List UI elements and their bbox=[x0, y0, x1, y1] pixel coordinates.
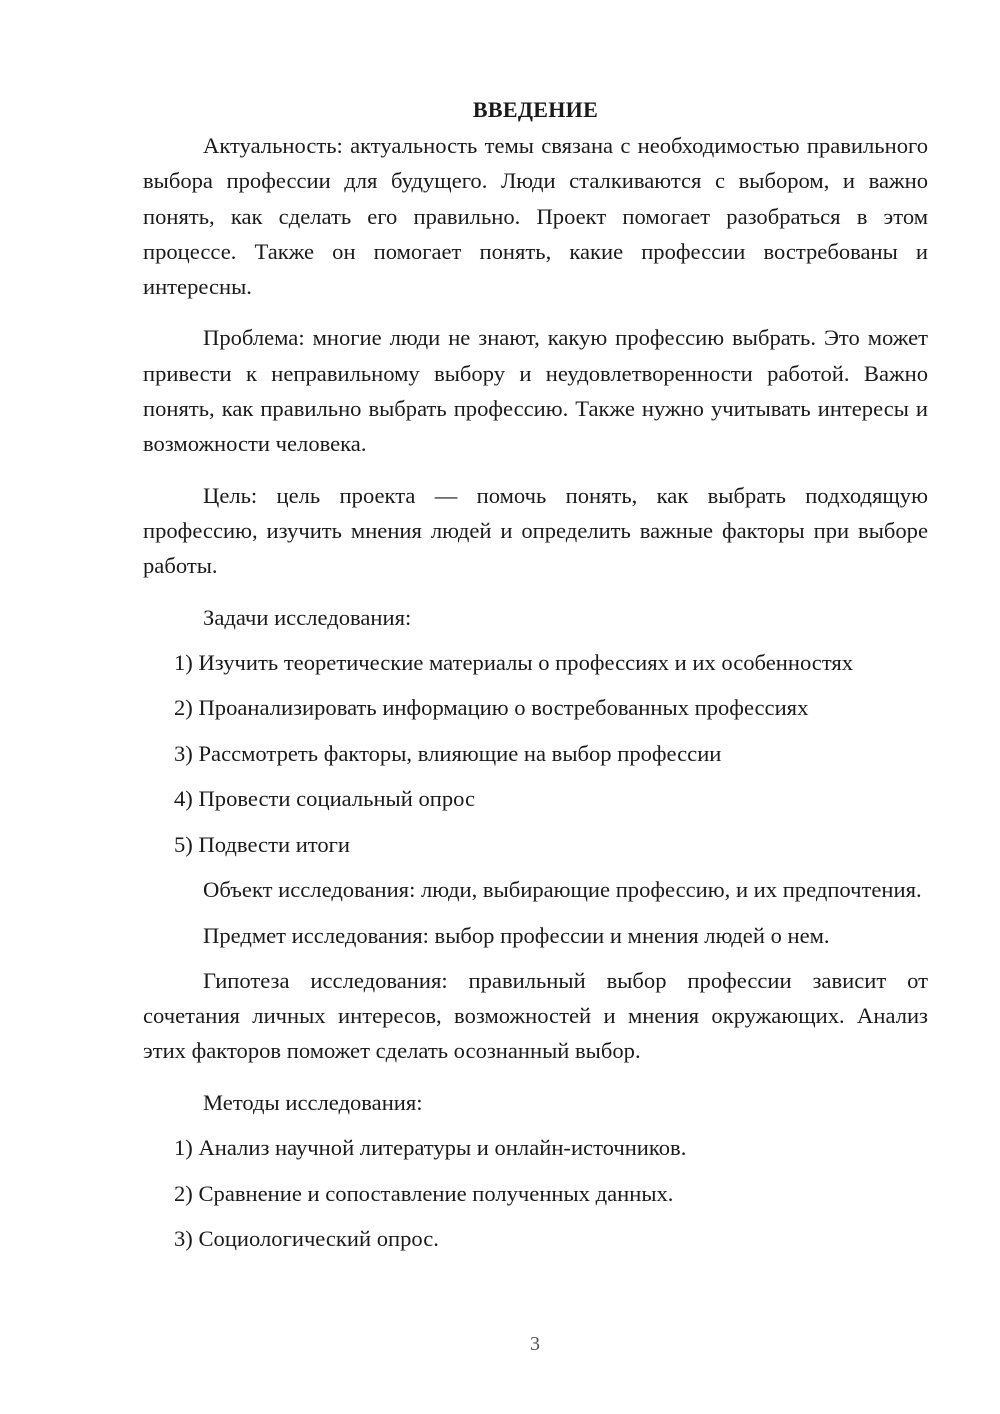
task-item: 1) Изучить теоретические материалы о профессиях и их особенностях bbox=[174, 649, 854, 675]
method-item: 3) Социологический опрос. bbox=[174, 1226, 439, 1252]
task-item: 4) Провести социальный опрос bbox=[174, 786, 476, 812]
document-page bbox=[143, 92, 928, 1267]
task-item: 5) Подвести итоги bbox=[174, 831, 351, 857]
task-item: 3) Рассмотреть факторы, влияющие на выбор профессии bbox=[174, 740, 722, 766]
paragraph-hypothesis: Гипотеза исследования: правильный выбор профессии зависит от сочетания личных интересов, возможностей и мнения окружающих. Анализ этих факторов поможет сделать осознанный выбор. bbox=[143, 967, 928, 1064]
tasks-list bbox=[143, 645, 928, 862]
methods-list bbox=[143, 1130, 928, 1256]
page-number: 3 bbox=[530, 1333, 540, 1355]
paragraph-problem: Проблема: многие люди не знают, какую профессию выбрать. Это может привести к неправильному выбору и неудовлетворенности работой. Важно понять, как правильно выбрать профессию. Также нужно учитывать интересы и возможности человека. bbox=[143, 325, 928, 457]
method-item: 1) Анализ научной литературы и онлайн-источников. bbox=[174, 1135, 687, 1161]
task-item: 2) Проанализировать информацию о востребованных профессиях bbox=[174, 695, 809, 721]
paragraph-subject: Предмет исследования: выбор профессии и мнения людей о нем. bbox=[203, 922, 830, 948]
tasks-heading: Задачи исследования: bbox=[203, 604, 412, 630]
document-title: ВВЕДЕНИЕ bbox=[472, 97, 599, 122]
paragraph-goal: Цель: цель проекта — помочь понять, как выбрать подходящую профессию, изучить мнения людей и определить важные факторы при выборе работы. bbox=[143, 482, 928, 579]
method-item: 2) Сравнение и сопоставление полученных данных. bbox=[174, 1180, 674, 1206]
methods-heading: Методы исследования: bbox=[203, 1089, 423, 1115]
paragraph-object: Объект исследования: люди, выбирающие профессию, и их предпочтения. bbox=[203, 877, 922, 903]
paragraph-relevance: Актуальность: актуальность темы связана с необходимостью правильного выбора профессии для будущего. Люди сталкиваются с выбором, и важно понять, как сделать его правильно. Проект помогает разобраться в этом процессе. Также он помогает понять, какие профессии востребованы и интересны. bbox=[143, 133, 928, 300]
